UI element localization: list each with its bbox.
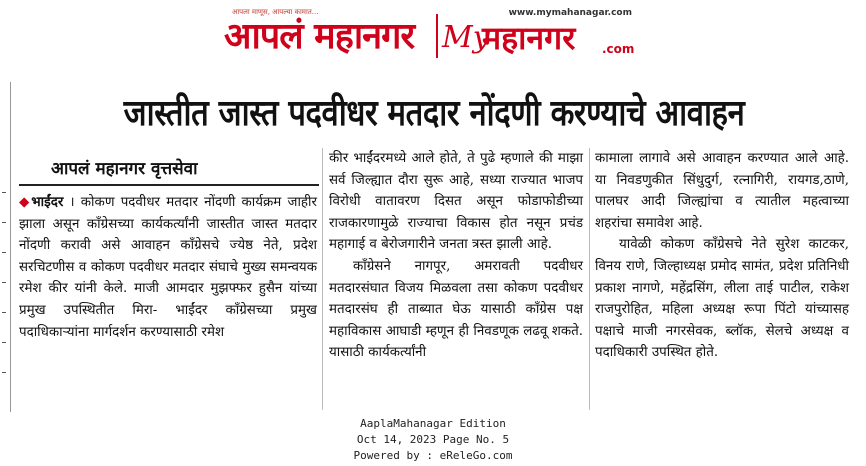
edition-date-page: Oct 14, 2023 Page No. 5 [356,433,510,446]
dateline [19,194,63,210]
diamond-icon: ◆ [19,194,32,210]
dateline-text: भाईंदर [31,194,64,210]
my-mahanagar-logo [442,4,635,64]
column-2-paragraph-1: कीर भाईंदरमध्ये आले होते, ते पुढे म्हणाले की माझा सर्व जिल्ह्यात दौरा सुरू आहे, सध्या राज्यात भाजप विरोधी वातावरण दिसत असून फोडाफोडीच्या राजकारणामुळे राज्याचा विकास होत नसून प्रचंड महागाई व बेरोजगारीने जनता त्रस्त झाली आहे. [329,151,583,253]
column-divider [589,148,590,410]
article-headline: जास्तीत जास्त पदवीधर मतदार नोंदणी करण्याचे आवाहन [123,93,745,134]
edition-name: AaplaMahanagar Edition [360,417,506,430]
column-2-paragraph-2: कॉंग्रेसने नागपूर, अमरावती पदवीधर मतदारसंघात विजय मिळवला तसा कोकण पदवीधर मतदारसंघ ही ताब्यात घेऊ यासाठी कॉंग्रेस पक्ष महाविकास आघाडी म्हणून ही निवडणूक लढवू शकते. यासाठी कार्यकर्त्यांनी [329,258,583,361]
logo-divider [436,14,438,58]
article-column-1 [19,192,317,343]
aapla-mahanagar-logo [222,4,434,64]
masthead [0,0,866,72]
logo-tagline: आपला माणूस, आपल्या कामात... [232,8,319,16]
article-clipping [10,82,857,412]
article-column-2 [329,148,583,364]
edition-footer [0,416,866,464]
column-divider [322,148,323,410]
logo-com: .com [602,42,635,56]
article-byline: आपलं महानगर वृत्तसेवा [51,159,198,179]
logo-url: www.mymahanagar.com [508,8,632,18]
logo-name-left: आपलं महानगर [224,16,415,57]
powered-by: Powered by : eReleGo.com [353,449,513,462]
logo-name-right: महानगर [482,19,576,57]
column-1-paragraph: । कोकण पदवीधर मतदार नोंदणी कार्यक्रम जाहीर झाला असून कॉंग्रेसच्या कार्यकर्त्यांनी जास्तीत जास्त मतदार नोंदणी करावी असे आवाहन कॉंग्रेसचे ज्येष्ठ नेते, प्रदेश सरचिटणीस व कोकण पदवीधर मतदार संघाचे मुख्य समन्वयक रमेश कीर यांनी केले. माजी आमदार मुझफ्फर हुसैन यांच्या प्रमुख उपस्थितीत मिरा- भाईंदर कॉंग्रेसच्या प्रमुख पदाधिकाऱ्यांना मार्गदर्शन करण्यासाठी रमेश [19,195,317,340]
column-3-paragraph-2: यावेळी कोकण कॉंग्रेसचे नेते सुरेश काटकर, विनय राणे, जिल्हाध्यक्ष प्रमोद सामंत, प्रदेश प्रतिनिधी प्रकाश नागणे, महेंद्रसिंग, लीला ताई पाटील, राकेश राजपुरोहित, महिला अध्यक्ष रूपा पिंटो यांच्यासह पक्षाचे माजी नगरसेवक, ब्लॉक, सेलचे अध्यक्ष व पदाधिकारी उपस्थित होते. [595,237,849,361]
logo-my: My [442,20,490,55]
clip-edge-marks [0,82,8,412]
column-3-paragraph-1: कामाला लागावे असे आवाहन करण्यात आले आहे. या निवडणुकीत सिंधुदुर्ग, रत्नागिरी, रायगड,ठाणे, पालघर आदी जिल्ह्यांचा व त्यातील महत्वाच्या शहरांचा समावेश आहे. [595,151,849,231]
byline-rule [19,184,319,186]
article-column-3 [595,148,849,364]
